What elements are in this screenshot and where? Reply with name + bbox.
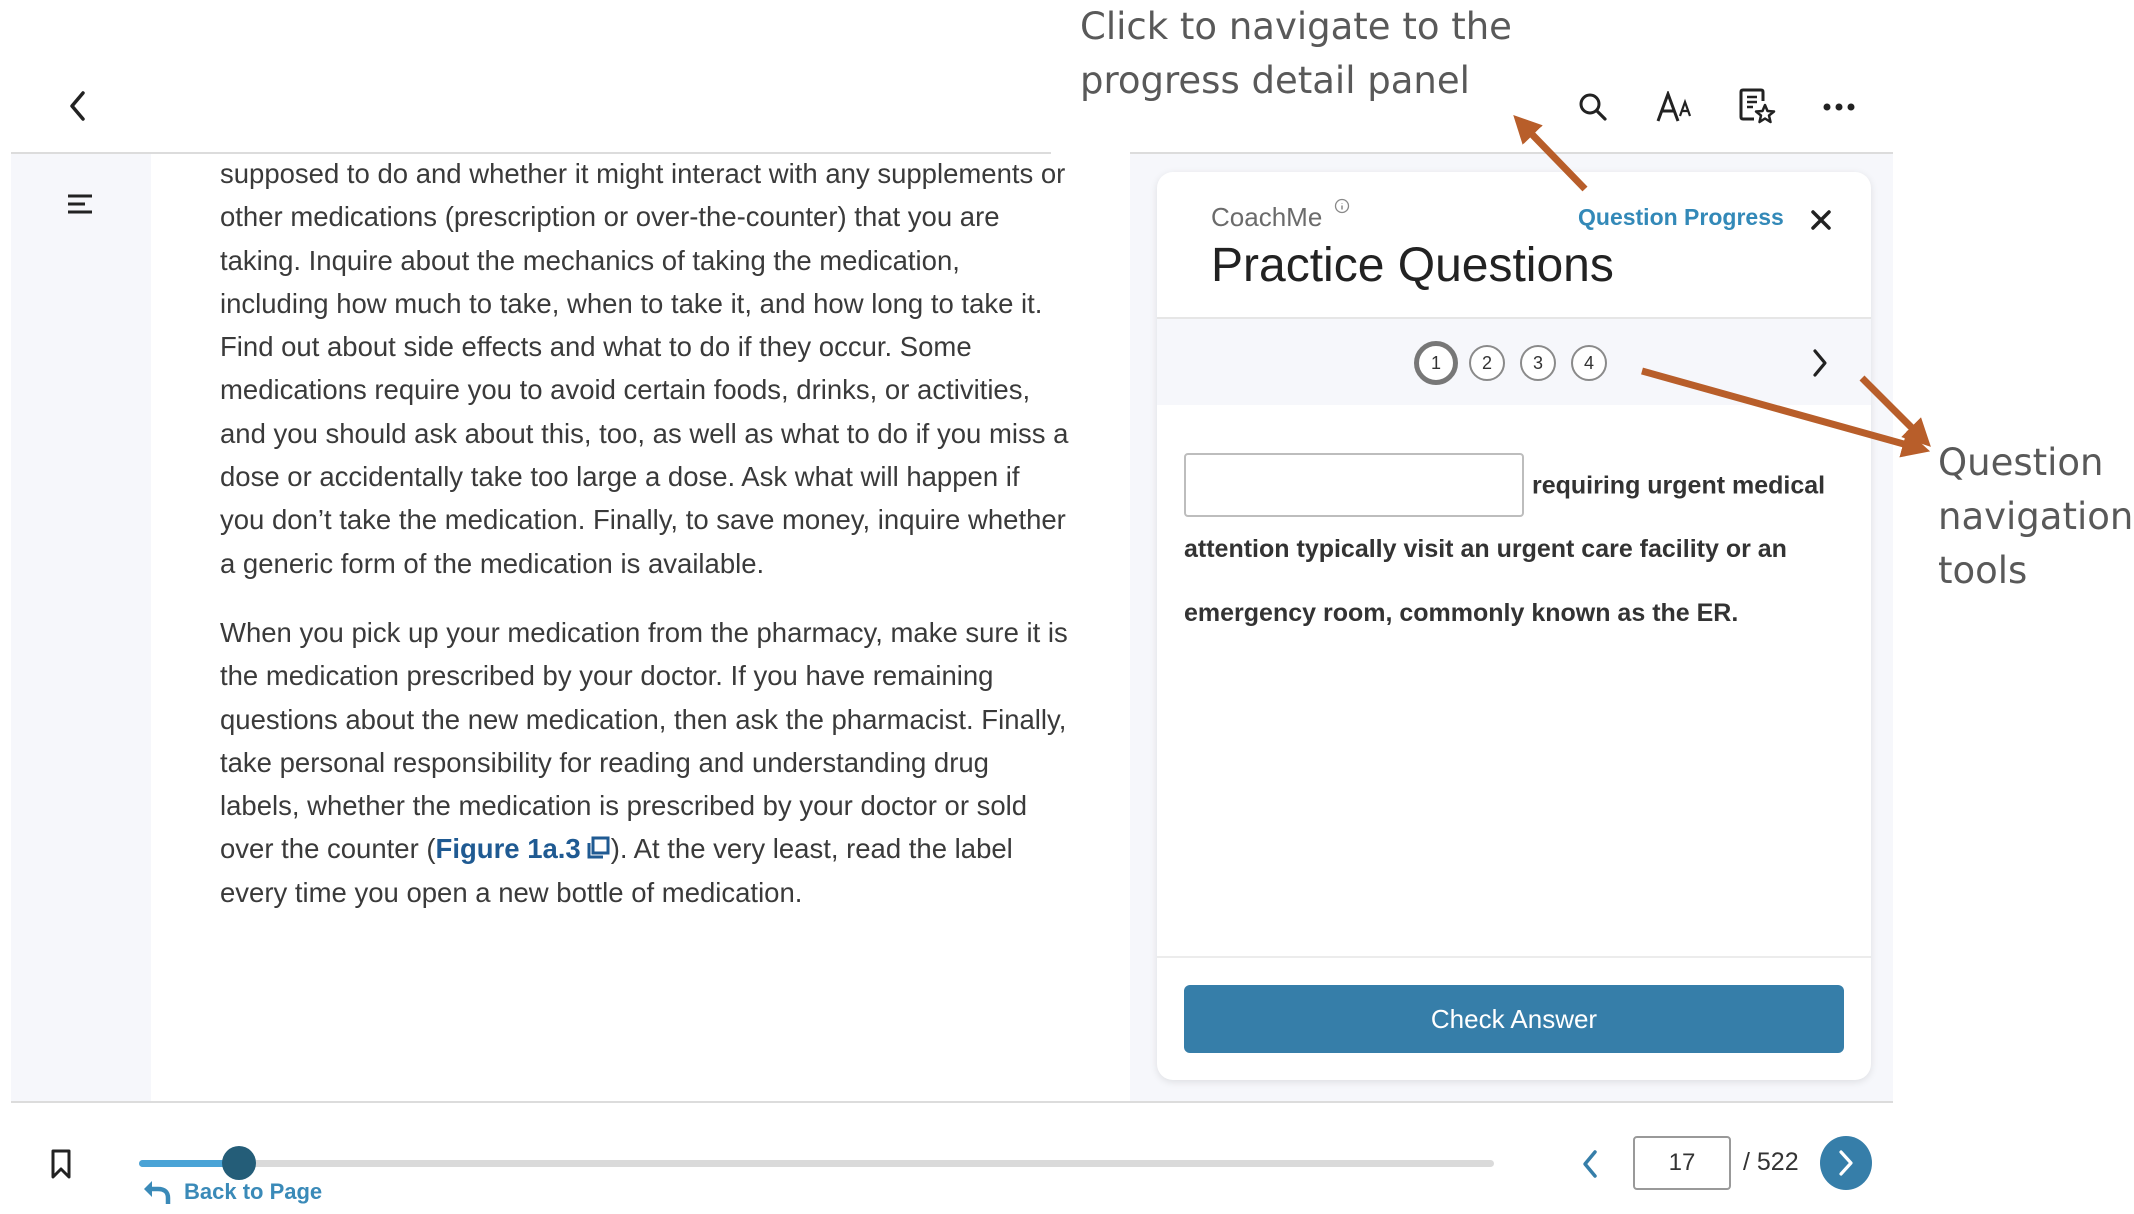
question-line-3: emergency room, commonly known as the ER. [1184, 599, 1739, 628]
page-progress-thumb[interactable] [222, 1146, 256, 1180]
annotation-question-navigation: Question navigation tools [1938, 441, 2134, 592]
notes-highlights-button[interactable] [1736, 86, 1778, 128]
question-dot-4[interactable]: 4 [1571, 345, 1607, 381]
question-dot-1[interactable]: 1 [1414, 341, 1458, 385]
figure-link[interactable] [436, 833, 611, 864]
back-to-page-link[interactable] [142, 1178, 322, 1206]
close-panel-button[interactable] [1807, 206, 1835, 234]
chevron-right-icon [1838, 1149, 1854, 1177]
text-size-button[interactable] [1654, 86, 1696, 128]
left-rail [11, 154, 151, 1102]
bookmark-button[interactable] [46, 1146, 76, 1182]
question-dot-3[interactable]: 3 [1520, 345, 1556, 381]
figure-link-label: Figure 1a.3 [435, 833, 581, 865]
back-button[interactable] [60, 84, 96, 128]
chevron-left-icon [68, 90, 88, 122]
check-answer-button[interactable]: Check Answer [1184, 985, 1844, 1053]
chevron-left-icon [1581, 1149, 1599, 1179]
question-navigation [1157, 317, 1871, 405]
annotation-progress-panel: Click to navigate to the progress detail panel [1080, 5, 1512, 102]
question-dot-2[interactable]: 2 [1469, 345, 1505, 381]
card-footer-divider [1157, 956, 1871, 958]
question-line-2: attention typically visit an urgent care facility or an [1184, 535, 1787, 564]
menu-icon [67, 193, 93, 215]
notes-star-icon [1738, 87, 1776, 127]
more-options-button[interactable] [1818, 86, 1860, 128]
more-icon [1823, 102, 1855, 112]
total-pages: / 522 [1743, 1148, 1799, 1176]
paragraph-text: When you pick up your medication from the pharmacy, make sure it is the medication prescribed by your doctor. If you have remaining questions about the new medication, then ask the pharmacist. Finally, take personal responsibility for reading and understanding drug labels, whether the medication is prescribed by your doctor or sold over the counter ( [220, 616, 1068, 865]
answer-input[interactable] [1184, 453, 1524, 517]
open-figure-icon [585, 835, 611, 861]
text-size-icon [1656, 91, 1694, 123]
card-header [1157, 172, 1871, 317]
footer-divider [11, 1101, 1893, 1103]
page-number-input[interactable] [1633, 1136, 1731, 1190]
question-line-1 [1184, 450, 1844, 519]
question-dots [1414, 341, 1622, 385]
info-icon[interactable] [1334, 198, 1350, 214]
question-body [1184, 450, 1844, 647]
panel-title: Practice Questions [1211, 239, 1614, 292]
back-to-page-label: Back to Page [184, 1179, 323, 1204]
reading-content [220, 152, 1070, 940]
reader-toolbar [1572, 82, 1860, 132]
coachme-brand: CoachMe [1211, 202, 1323, 232]
chevron-right-icon [1811, 348, 1829, 378]
page-progress-slider[interactable] [139, 1160, 1494, 1167]
next-question-button[interactable] [1804, 343, 1836, 383]
paragraph [220, 611, 1070, 914]
paragraph: supposed to do and whether it might interact with any supplements or other medications (prescription or over-the-counter) that you are taking. Inquire about the mechanics of taking the medication, including how much to take, when to take it, and how long to take it. Find out about side effects and what to do if they occur. Some medications require you to avoid certain foods, drinks, or activities, and you should ask about this, too, as well as what to do if you miss a dose or accidentally take too large a dose. Ask what will happen if you don’t take the medication. Finally, to save money, inquire whether a generic form of the medication is available. [220, 158, 1069, 579]
paragraph-text: ). At the very least, read the label every time you open a new bottle of medication. [220, 833, 1013, 908]
close-icon [1810, 209, 1832, 231]
table-of-contents-button[interactable] [62, 186, 98, 222]
bookmark-icon [50, 1148, 72, 1180]
undo-arrow-icon [142, 1178, 172, 1206]
previous-page-button[interactable] [1575, 1144, 1605, 1184]
question-text: requiring urgent medical [1532, 471, 1826, 500]
practice-questions-card [1157, 172, 1871, 1080]
question-progress-link[interactable]: Question Progress [1578, 204, 1784, 230]
next-page-button[interactable] [1820, 1136, 1872, 1190]
